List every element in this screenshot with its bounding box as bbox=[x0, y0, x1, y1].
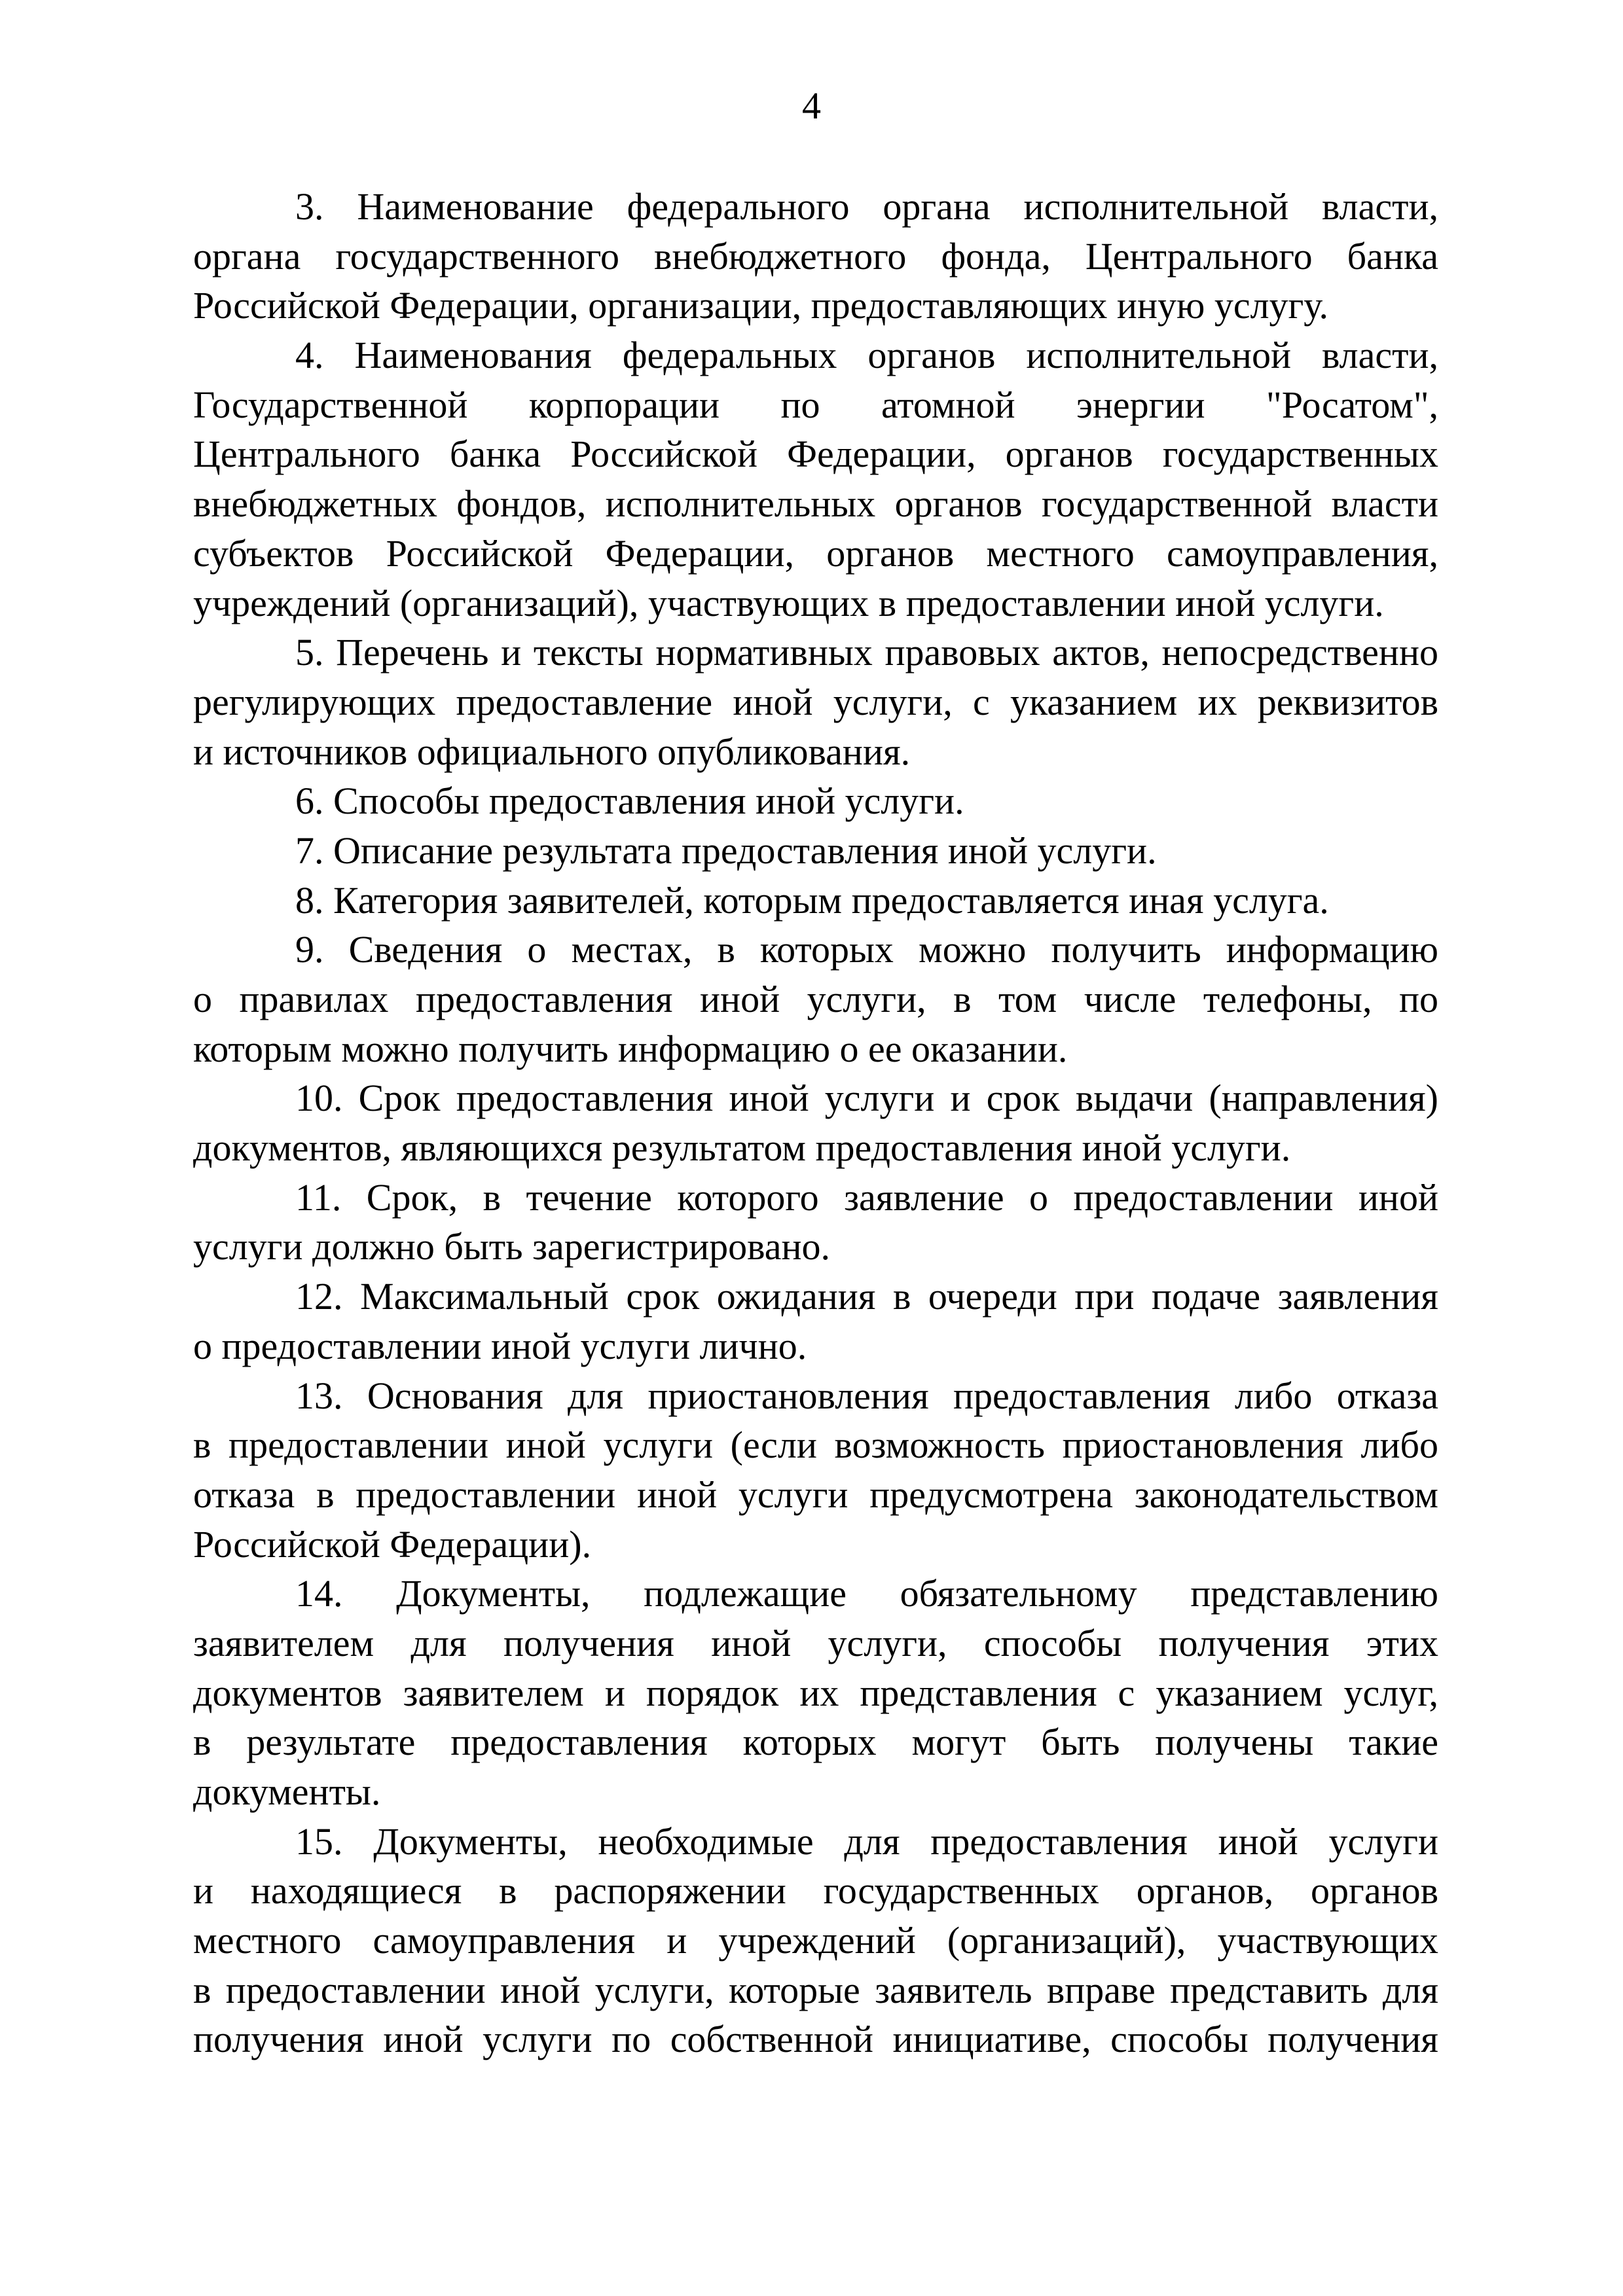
text-line: в предоставлении иной услуги, которые заявитель вправе представить для bbox=[193, 1968, 1438, 2011]
paragraph bbox=[193, 1371, 1438, 1570]
text-line: документы. bbox=[193, 1770, 381, 1813]
paragraph bbox=[193, 925, 1438, 1073]
text-line: о правилах предоставления иной услуги, в том числе телефоны, по bbox=[193, 978, 1438, 1020]
text-line: 10. Срок предоставления иной услуги и срок выдачи (направления) bbox=[295, 1077, 1438, 1120]
text-line: документов заявителем и порядок их представления с указанием услуг, bbox=[193, 1671, 1438, 1714]
text-line: Государственной корпорации по атомной энергии "Росатом", bbox=[193, 383, 1438, 426]
paragraph bbox=[193, 1569, 1438, 1816]
paragraph bbox=[193, 826, 1438, 876]
paragraph bbox=[193, 628, 1438, 776]
text-line: отказа в предоставлении иной услуги предусмотрена законодательством bbox=[193, 1473, 1438, 1516]
document-body bbox=[193, 182, 1438, 2064]
text-line: внебюджетных фондов, исполнительных органов государственной власти bbox=[193, 482, 1438, 526]
text-line: заявителем для получения иной услуги, способы получения этих bbox=[193, 1621, 1438, 1664]
paragraph bbox=[193, 331, 1438, 628]
text-line: в предоставлении иной услуги (если возможность приостановления либо bbox=[193, 1424, 1438, 1467]
paragraph bbox=[193, 876, 1438, 925]
text-line: 3. Наименование федерального органа исполнительной власти, bbox=[295, 185, 1438, 228]
text-line: документов, являющихся результатом предоставления иной услуги. bbox=[193, 1126, 1291, 1170]
text-line: 13. Основания для приостановления предоставления либо отказа bbox=[295, 1374, 1438, 1417]
text-line: и находящиеся в распоряжении государственных органов, органов bbox=[193, 1869, 1438, 1912]
paragraph bbox=[193, 776, 1438, 826]
paragraph bbox=[193, 1272, 1438, 1371]
text-line: 6. Способы предоставления иной услуги. bbox=[295, 780, 964, 823]
text-line: 12. Максимальный срок ожидания в очереди при подаче заявления bbox=[295, 1275, 1438, 1318]
text-line: 15. Документы, необходимые для предоставления иной услуги bbox=[295, 1820, 1438, 1863]
text-line: учреждений (организаций), участвующих в предоставлении иной услуги. bbox=[193, 581, 1384, 624]
text-line: 9. Сведения о местах, в которых можно получить информацию bbox=[295, 928, 1438, 971]
text-line: получения иной услуги по собственной инициативе, способы получения bbox=[193, 2018, 1438, 2061]
paragraph bbox=[193, 1173, 1438, 1272]
text-line: в результате предоставления которых могут быть получены такие bbox=[193, 1721, 1438, 1764]
paragraph bbox=[193, 182, 1438, 331]
text-line: 8. Категория заявителей, которым предоставляется иная услуга. bbox=[295, 878, 1329, 922]
text-line: услуги должно быть зарегистрировано. bbox=[193, 1225, 831, 1268]
text-line: 14. Документы, подлежащие обязательному представлению bbox=[295, 1572, 1438, 1615]
paragraph bbox=[193, 1817, 1438, 2064]
text-line: 5. Перечень и тексты нормативных правовых актов, непосредственно bbox=[295, 631, 1438, 674]
text-line: Российской Федерации, организации, предоставляющих иную услугу. bbox=[193, 284, 1328, 327]
text-line: о предоставлении иной услуги лично. bbox=[193, 1324, 807, 1367]
text-line: 11. Срок, в течение которого заявление о предоставлении иной bbox=[295, 1175, 1438, 1219]
text-line: субъектов Российской Федерации, органов местного самоуправления, bbox=[193, 531, 1438, 575]
text-line: Центрального банка Российской Федерации, органов государственных bbox=[193, 433, 1438, 476]
text-line: органа государственного внебюджетного фонда, Центрального банка bbox=[193, 234, 1438, 278]
text-line: регулирующих предоставление иной услуги, с указанием их реквизитов bbox=[193, 680, 1438, 723]
text-line: и источников официального опубликования. bbox=[193, 730, 911, 773]
text-line: которым можно получить информацию о ее оказании. bbox=[193, 1027, 1068, 1070]
text-line: 7. Описание результата предоставления иной услуги. bbox=[295, 829, 1157, 872]
paragraph bbox=[193, 1073, 1438, 1172]
text-line: 4. Наименования федеральных органов исполнительной власти, bbox=[295, 334, 1438, 377]
text-line: местного самоуправления и учреждений (организаций), участвующих bbox=[193, 1919, 1438, 1962]
text-line: Российской Федерации). bbox=[193, 1522, 592, 1566]
page-number: 4 bbox=[802, 84, 821, 127]
